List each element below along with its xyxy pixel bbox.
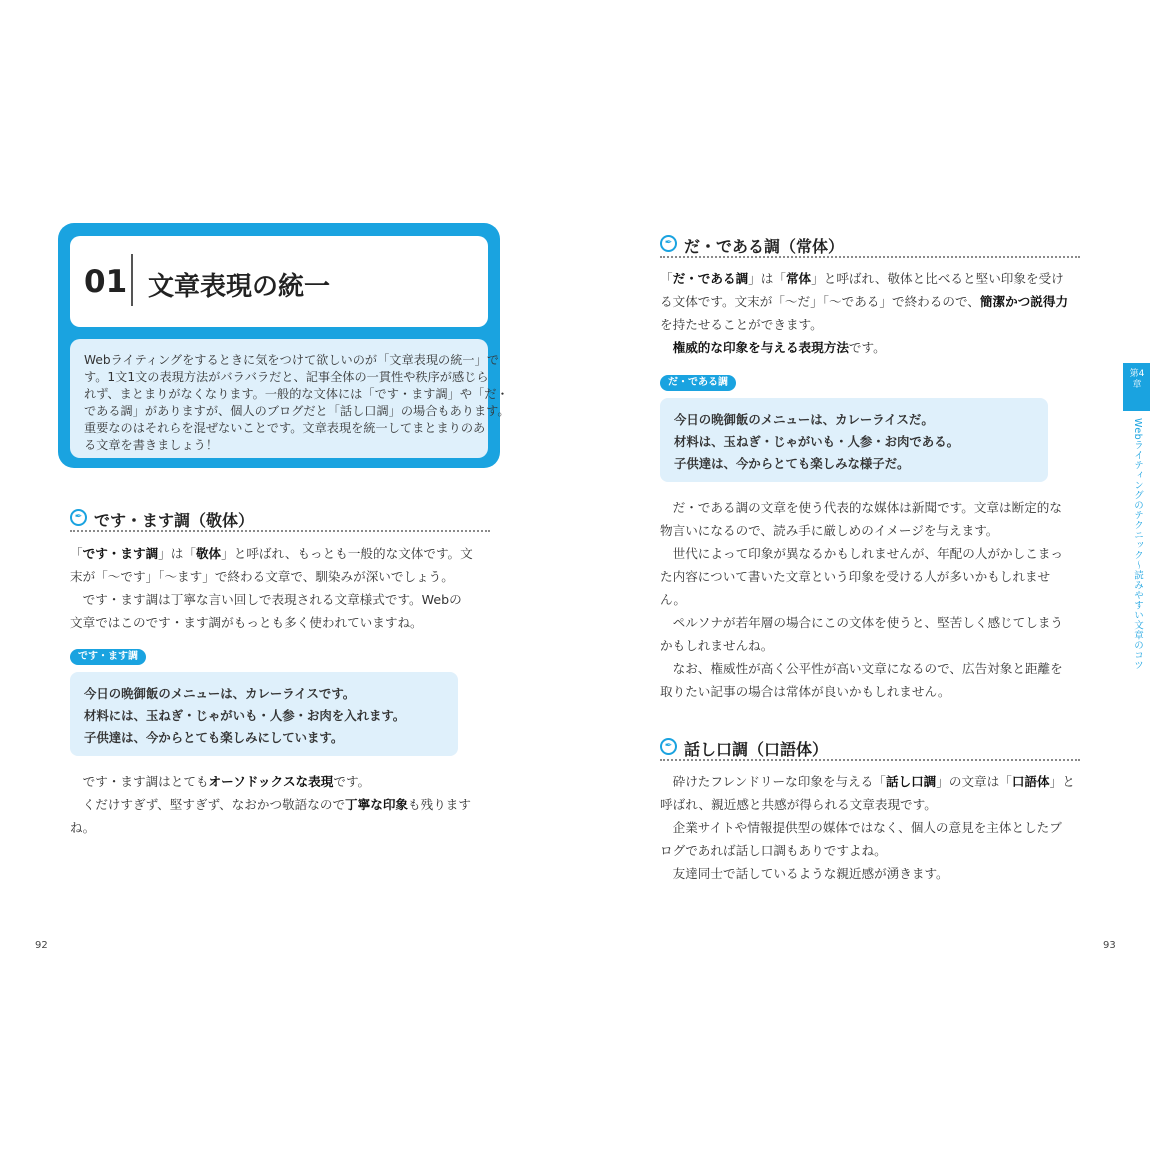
chapter-side-title: Webライティングのテクニック〜読みやすい文章のコツ	[1132, 418, 1143, 671]
paragraph-line: を持たせることができます。	[660, 317, 823, 332]
section-heading-daderu: だ・である調（常体）	[684, 237, 845, 256]
intro-line: る文章を書きましょう！	[84, 438, 219, 452]
paragraph-line: かもしれませんね。	[660, 638, 774, 653]
example-line: 材料は、玉ねぎ・じゃがいも・人参・お肉である。	[674, 434, 959, 449]
paragraph-line: です・ます調はとてもオーソドックスな表現です。	[70, 774, 371, 789]
paragraph-line: です・ます調は丁寧な言い回しで表現される文章様式です。Webの	[70, 592, 462, 607]
paragraph-line: 砕けたフレンドリーな印象を与える「話し口調」の文章は「口語体」と	[660, 774, 1075, 789]
intro-line: である調」がありますが、個人のブログだと「話し口調」の場合もあります。	[84, 404, 510, 418]
paragraph-line: る文体です。文末が「〜だ」「〜である」で終わるので、簡潔かつ説得力	[660, 294, 1069, 309]
paragraph-line: 文章ではこのです・ます調がもっとも多く使われていますね。	[70, 615, 423, 630]
paragraph-line: ログであれば話し口調もありですよね。	[660, 843, 887, 858]
page-number-left: 92	[35, 940, 48, 951]
page-number-right: 93	[1103, 940, 1116, 951]
heading-rule	[660, 759, 1080, 761]
section-heading-hanashi: 話し口調（口語体）	[684, 740, 829, 759]
paragraph-line: 「だ・である調」は「常体」と呼ばれ、敬体と比べると堅い印象を受け	[660, 271, 1064, 286]
paragraph-line: くだけすぎず、堅すぎず、なおかつ敬語なので丁寧な印象も残ります	[70, 797, 471, 812]
example-line: 材料には、玉ねぎ・じゃがいも・人参・お肉を入れます。	[84, 708, 406, 723]
chapter-title: 文章表現の統一	[148, 272, 331, 302]
example-line: 今日の晩御飯のメニューは、カレーライスです。	[84, 686, 356, 701]
chapter-side-tab-label: 第4章	[1129, 369, 1145, 390]
pen-nib-icon: ✒	[660, 235, 677, 252]
section-heading-desumasu: です・ます調（敬体）	[94, 511, 255, 530]
paragraph-line: ね。	[70, 820, 96, 835]
chapter-number: 01	[84, 264, 128, 300]
pen-nib-icon: ✒	[660, 738, 677, 755]
example-line: 今日の晩御飯のメニューは、カレーライスだ。	[674, 412, 934, 427]
paragraph-line: なお、権威性が高く公平性が高い文章になるので、広告対象と距離を	[660, 661, 1063, 676]
paragraph-line: た内容について書いた文章という印象を受ける人が多いかもしれませ	[660, 569, 1051, 584]
intro-line: 重要なのはそれらを混ぜないことです。文章表現を統一してまとまりのあ	[84, 421, 486, 435]
intro-line: れず、まとまりがなくなります。一般的な文体には「です・ます調」や「だ・	[84, 387, 509, 401]
paragraph-line: 物言いになるので、読み手に厳しめのイメージを与えます。	[660, 523, 999, 538]
intro-line: Webライティングをするときに気をつけて欲しいのが「文章表現の統一」で	[84, 353, 499, 367]
chapter-divider	[131, 254, 133, 306]
example-line: 子供達は、今からとても楽しみにしています。	[84, 730, 344, 745]
heading-rule	[70, 530, 490, 532]
example-tag: です・ます調	[70, 649, 146, 665]
paragraph-line: ペルソナが若年層の場合にこの文体を使うと、堅苦しく感じてしまう	[660, 615, 1063, 630]
heading-rule	[660, 256, 1080, 258]
paragraph-line: ん。	[660, 592, 686, 607]
paragraph-line: 呼ばれ、親近感と共感が得られる文章表現です。	[660, 797, 937, 812]
paragraph-line: 取りたい記事の場合は常体が良いかもしれません。	[660, 684, 951, 699]
paragraph-line: 末が「〜です」「〜ます」で終わる文章で、馴染みが深いでしょう。	[70, 569, 454, 584]
paragraph-line: だ・である調の文章を使う代表的な媒体は新聞です。文章は断定的な	[660, 500, 1062, 515]
example-tag: だ・である調	[660, 375, 736, 391]
paragraph-line: 権威的な印象を与える表現方法です。	[672, 340, 886, 355]
paragraph-line: 友達同士で話しているような親近感が湧きます。	[660, 866, 949, 881]
intro-line: す。1文1文の表現方法がバラバラだと、記事全体の一貫性や秩序が感じら	[84, 370, 489, 384]
paragraph-line: 世代によって印象が異なるかもしれませんが、年配の人がかしこまっ	[660, 546, 1063, 561]
paragraph-line: 「です・ます調」は「敬体」と呼ばれ、もっとも一般的な文体です。文	[70, 546, 473, 561]
pen-nib-icon: ✒	[70, 509, 87, 526]
example-line: 子供達は、今からとても楽しみな様子だ。	[674, 456, 910, 471]
paragraph-line: 企業サイトや情報提供型の媒体ではなく、個人の意見を主体としたブ	[660, 820, 1062, 835]
